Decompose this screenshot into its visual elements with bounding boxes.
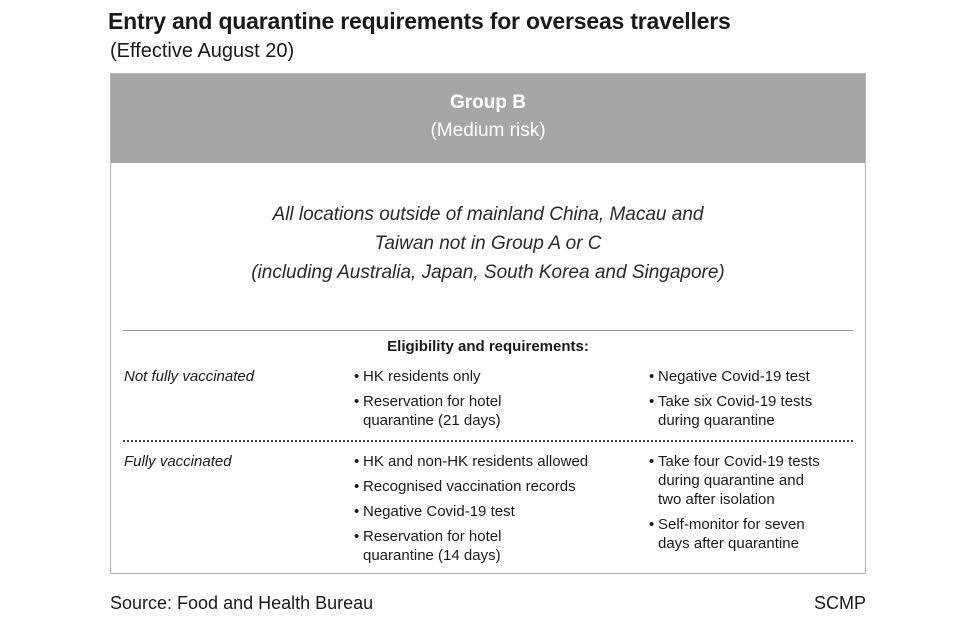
- list-item: [354, 392, 501, 430]
- locations-line: All locations outside of mainland China, Macau and: [272, 204, 704, 225]
- list-item: [354, 452, 588, 471]
- group-card: [110, 73, 866, 574]
- list-item: [354, 502, 588, 521]
- source-note: Source: Food and Health Bureau: [110, 593, 374, 613]
- item-text: HK and non-HK residents allowed: [363, 453, 589, 470]
- item-text: Reservation for hotel quarantine (21 days): [363, 393, 502, 429]
- row-label-fully-vaccinated: Fully vaccinated: [124, 453, 232, 470]
- requirements-column: [649, 452, 820, 559]
- item-text: Reservation for hotel quarantine (14 days): [363, 528, 502, 564]
- requirements-column: [354, 452, 588, 571]
- list-item: [649, 367, 812, 386]
- row-label-not-fully-vaccinated: Not fully vaccinated: [124, 368, 255, 385]
- requirements-column: [354, 367, 501, 436]
- item-text: Take four Covid-19 tests during quarantine and two after isolation: [658, 453, 820, 508]
- item-text: Self-monitor for seven days after quarantine: [658, 516, 805, 552]
- item-text: Take six Covid-19 tests during quarantine: [658, 393, 813, 429]
- bullet-icon: •: [354, 453, 360, 470]
- page-title: Entry and quarantine requirements for overseas travellers: [108, 8, 731, 34]
- section-divider: [123, 330, 853, 331]
- item-text: Negative Covid-19 test: [363, 503, 515, 520]
- list-item: [354, 527, 588, 565]
- group-risk: (Medium risk): [430, 120, 546, 141]
- eligibility-heading: Eligibility and requirements:: [387, 338, 589, 355]
- row-divider: [123, 440, 853, 442]
- bullet-icon: •: [649, 516, 655, 533]
- bullet-icon: •: [649, 393, 655, 410]
- bullet-icon: •: [354, 528, 360, 545]
- bullet-icon: •: [354, 503, 360, 520]
- list-item: [354, 367, 501, 386]
- list-item: [354, 477, 588, 496]
- locations-description: [111, 200, 865, 287]
- bullet-icon: •: [649, 368, 655, 385]
- bullet-icon: •: [354, 393, 360, 410]
- item-text: HK residents only: [363, 368, 481, 385]
- group-banner: [111, 74, 865, 163]
- credit-label: SCMP: [813, 593, 866, 613]
- item-text: Recognised vaccination records: [363, 478, 576, 495]
- bullet-icon: •: [649, 453, 655, 470]
- requirements-column: [649, 367, 812, 436]
- list-item: [649, 392, 812, 430]
- item-text: Negative Covid-19 test: [658, 368, 810, 385]
- page-subtitle: (Effective August 20): [110, 40, 295, 62]
- bullet-icon: •: [354, 478, 360, 495]
- group-name: Group B: [450, 92, 526, 113]
- bullet-icon: •: [354, 368, 360, 385]
- locations-line: Taiwan not in Group A or C: [374, 233, 602, 254]
- list-item: [649, 515, 820, 553]
- list-item: [649, 452, 820, 509]
- locations-line: (including Australia, Japan, South Korea and Singapore): [251, 262, 725, 283]
